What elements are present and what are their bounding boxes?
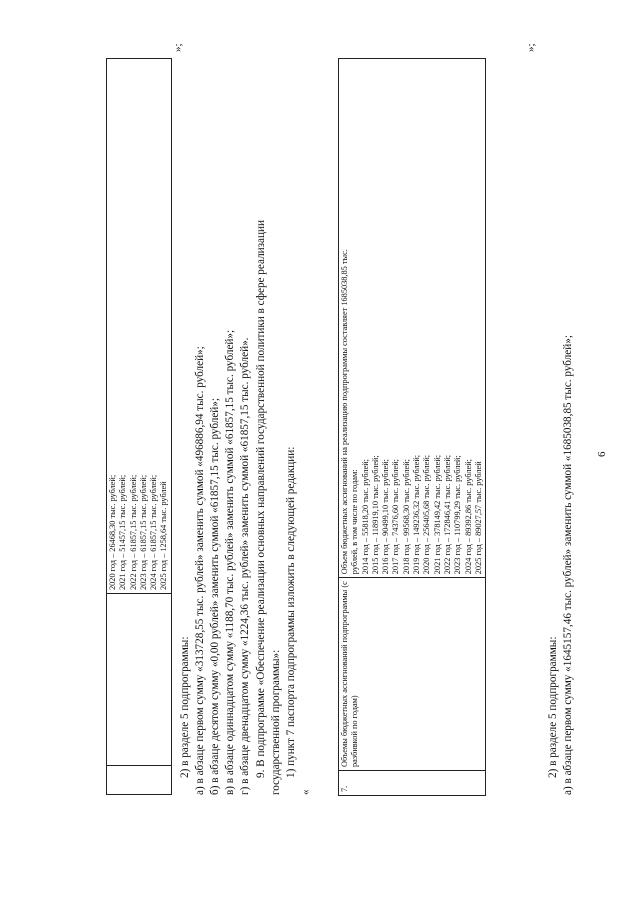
value-line: 2024 год – 89392,86 тыс. рублей; — [463, 459, 473, 575]
value-line: Объем бюджетных ассигнований на реализацию подпрограммы составляет 1685038,85 тыс. — [340, 249, 349, 575]
year-line: 2024 год – 61857,15 тыс. рублей; — [149, 474, 159, 590]
value-line: 2017 год – 74376,60 тыс. рублей; — [391, 459, 401, 575]
year-line: 2023 год – 61857,15 тыс. рублей; — [138, 474, 148, 590]
year-line: 2021 год – 51457,15 тыс. рублей; — [118, 474, 128, 590]
paragraph: г) в абзаце двенадцатом сумму «1224,36 тыс. рублей» заменить суммой «61857,15 тыс. рублей». — [239, 337, 251, 795]
value-line: 2021 год – 378149,42 тыс. рублей; — [432, 454, 442, 575]
year-line: 2025 год – 1258,64 тыс. рублей — [159, 481, 169, 590]
paragraph: б) в абзаце десятом сумму «0,00 рублей» заменить суммой «61857,15 тыс. рублей»; — [209, 398, 221, 795]
paragraph: в) в абзаце одиннадцатом сумму «1188,70 тыс. рублей» заменить суммой «61857,15 тыс. рублей»; — [224, 329, 236, 795]
passport-item-table — [338, 58, 486, 796]
label-line: разбивкой по годам) — [350, 695, 360, 767]
value-line: 2015 год – 118919,10 тыс. рублей; — [370, 455, 380, 575]
value-line: 2022 год – 172846,41 тыс. рублей; — [442, 454, 452, 575]
year-line: 2020 год – 26468,30 тыс. рублей; — [108, 474, 117, 590]
paragraph: а) в абзаце первом сумму «1645157,46 тыс. рублей» заменить суммой «1685038,85 тыс. рублей»; — [562, 335, 574, 795]
item-label — [339, 578, 486, 771]
table-cell-empty — [107, 594, 172, 766]
paragraph: « — [300, 789, 312, 795]
label-line: Объемы бюджетных ассигнований подпрограммы (с — [340, 581, 349, 767]
table-closing-quote: »; — [525, 43, 537, 52]
value-line: 2020 год – 256405,68 тыс. рублей; — [422, 454, 432, 575]
year-line: 2022 год – 61857,15 тыс. рублей; — [128, 474, 138, 590]
table-cell-years — [107, 59, 172, 594]
value-line: 2014 год – 55818,20 тыс. рублей; — [360, 459, 370, 575]
paragraph: 2) в разделе 5 подпрограммы: — [547, 636, 559, 778]
table-closing-quote: »; — [172, 43, 184, 52]
item-number: 7. — [339, 771, 486, 796]
value-line: 2016 год – 90499,10 тыс. рублей; — [381, 459, 391, 575]
value-line: 2023 год – 110799,29 тыс. рублей; — [453, 455, 463, 575]
paragraph: 2) в разделе 5 подпрограммы: — [179, 636, 191, 778]
item-value — [339, 59, 486, 578]
value-line: 2019 год – 149236,32 тыс. рублей; — [412, 454, 422, 575]
paragraph: 1) пункт 7 паспорта подпрограммы изложить в следующей редакции: — [285, 446, 297, 778]
paragraph: государственной программы»: — [270, 649, 282, 795]
value-line: 2025 год – 89027,57 тыс. рублей — [473, 461, 483, 575]
value-line: 2018 год – 99568,30 тыс. рублей; — [401, 459, 411, 575]
paragraph: а) в абзаце первом сумму «313728,55 тыс. рублей» заменить суммой «496886,94 тыс. рублей»; — [194, 346, 206, 795]
table-cell-empty — [107, 766, 172, 795]
value-line: рублей, в том числе по годам: — [350, 469, 360, 575]
page-number: 6 — [596, 451, 608, 457]
paragraph: 9. В подпрограмме «Обеспечение реализации основных направлений государственной политики в сфере реализации — [255, 220, 267, 778]
funding-table-continued — [106, 58, 172, 795]
